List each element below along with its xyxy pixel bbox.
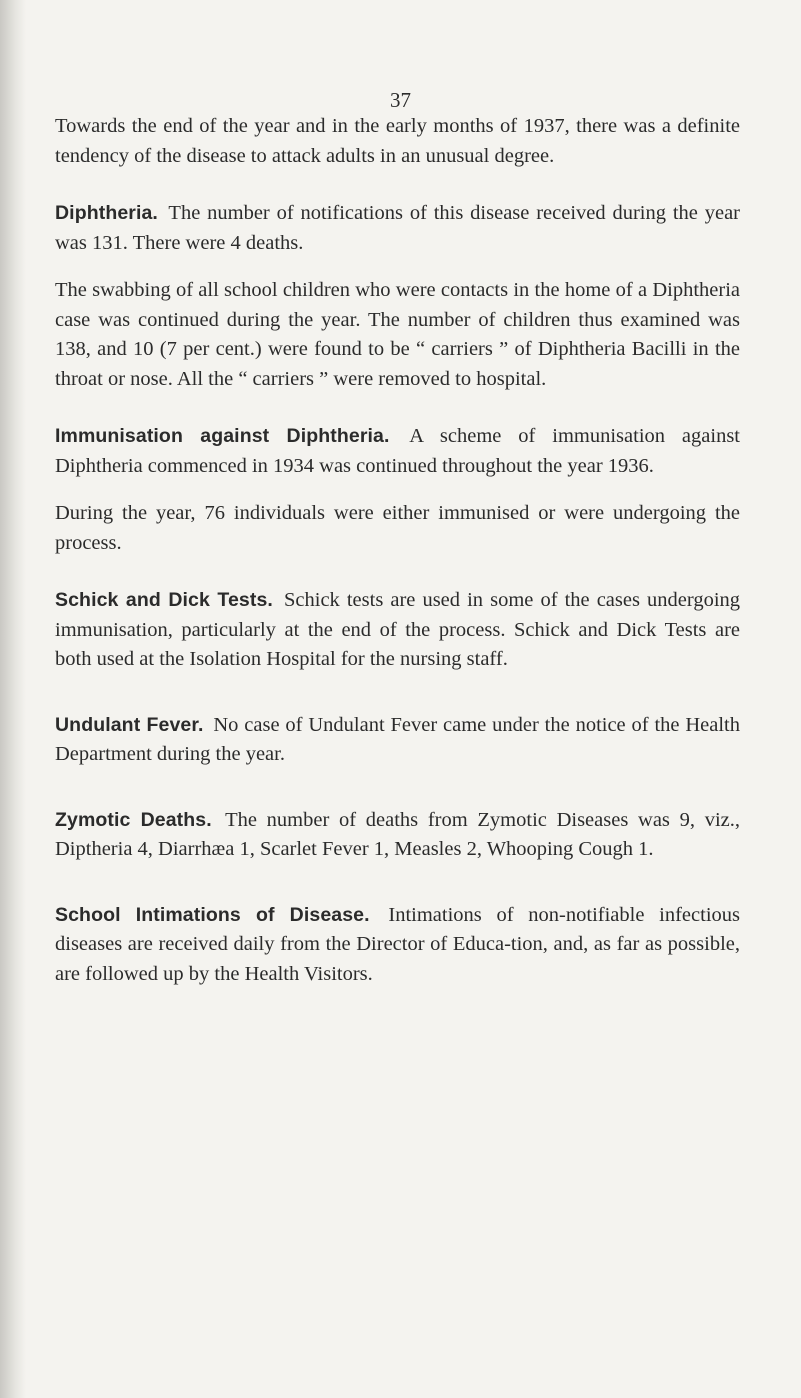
paragraph-adults-tendency: Towards the end of the year and in the early months of 1937, there was a definite tendency of the disease to attack adults in an unusual degree.	[55, 115, 740, 167]
heading-undulant-fever: Undulant Fever.	[55, 713, 204, 736]
text-schick-dick: Schick tests are used in some of the cases undergoing immunisation, particularly at the end of the process. Schick and Dick Tests are both used at the Isolation Hospital for the nursing staff.	[55, 589, 741, 670]
paragraph-undulant-fever	[55, 711, 740, 770]
text-diphtheria: The number of notifications of this disease received during the year was 131. There were 4 deaths.	[55, 202, 740, 254]
heading-school-intimations: School Intimations of Disease.	[55, 903, 370, 926]
heading-zymotic-deaths: Zymotic Deaths.	[55, 808, 212, 831]
paragraph-zymotic-deaths	[55, 806, 740, 865]
heading-diphtheria: Diphtheria.	[55, 202, 158, 224]
paragraph-immunised-count: During the year, 76 individuals were either immunised or were undergoing the process.	[55, 502, 740, 554]
text-school-intimations: Intimations of non-notifiable infectious diseases are received daily from the Director of Educa-tion, and, as far as possible, are followed up by the Health Visitors.	[55, 903, 741, 985]
paragraph-swabbing: The swabbing of all school children who were contacts in the home of a Diphtheria case was continued during the year. The number of children thus examined was 138, and 10 (7 per cent.) were found to be “ carriers ” of Diphtheria Bacilli in the throat or nose. All the “ carriers ” were removed to hospital.	[55, 279, 740, 390]
page-edge-shadow	[0, 0, 26, 1398]
page-number: 37	[390, 88, 411, 112]
paragraph-diphtheria	[55, 199, 740, 258]
text-zymotic-deaths: The number of deaths from Zymotic Diseases was 9, viz., Diptheria 4, Diarrhæa 1, Scarlet Fever 1, Measles 2, Whooping Cough 1.	[55, 808, 740, 860]
text-immunisation: A scheme of immunisation against Diphtheria commenced in 1934 was continued throughout the year 1936.	[55, 425, 741, 477]
text-undulant-fever: No case of Undulant Fever came under the notice of the Health Department during the year.	[55, 713, 740, 765]
heading-immunisation: Immunisation against Diphtheria.	[55, 425, 390, 447]
paragraph-school-intimations	[55, 901, 740, 990]
paragraph-immunisation	[55, 422, 740, 481]
document-body	[55, 112, 740, 989]
heading-schick-dick: Schick and Dick Tests.	[55, 589, 273, 611]
paragraph-schick-dick	[55, 586, 740, 675]
